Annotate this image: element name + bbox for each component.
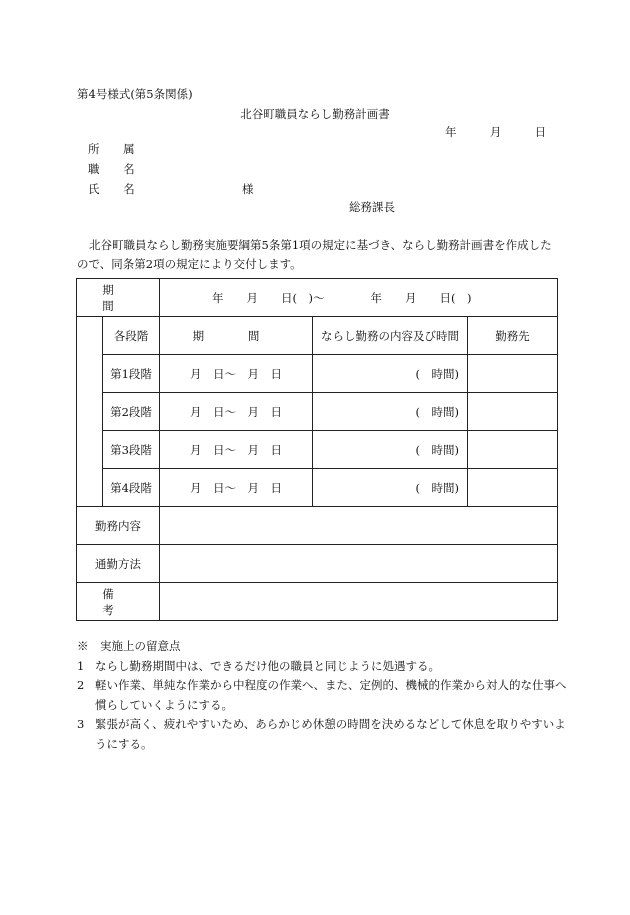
affiliation-label: 所 属 <box>88 142 145 156</box>
body-text: 北谷町職員ならし勤務実施要綱第5条第1項の規定に基づき、ならし勤務計画書を作成したので、同条第2項の規定により交付します。 <box>77 238 552 271</box>
remarks-value <box>160 583 558 621</box>
remarks-label: 備 考 <box>77 583 160 621</box>
content-header: ならし勤務の内容及び時間 <box>313 317 468 355</box>
date-line <box>445 124 546 140</box>
note-text: ならし勤務期間中は、できるだけ他の職員と同じように処遇する。 <box>95 658 440 673</box>
period-label: 期 間 <box>77 279 160 317</box>
stage-label: 第4段階 <box>103 469 160 507</box>
stage-time: ( 時間) <box>313 431 468 469</box>
stage-period-header: 期 間 <box>160 317 313 355</box>
document-title: 北谷町職員ならし勤務計画書 <box>240 107 390 121</box>
position-label: 職 名 <box>88 162 145 176</box>
plan-table <box>76 278 558 621</box>
note-text: 緊張が高く、疲れやすいため、あらかじめ休憩の時間を決めるなどして休息を取りやすいようにする。 <box>95 717 566 751</box>
stage-time: ( 時間) <box>313 393 468 431</box>
notes-heading: ※ 実施上の留意点 <box>77 639 181 653</box>
notes-section <box>77 637 567 754</box>
table-row <box>77 317 558 355</box>
list-item <box>77 657 567 677</box>
stage-period: 月 日～ 月 日 <box>160 431 313 469</box>
note-number: 3 <box>77 717 85 731</box>
list-item <box>77 676 567 715</box>
table-row <box>77 393 558 431</box>
table-row <box>77 583 558 621</box>
stage-workplace <box>468 355 558 393</box>
note-number: 2 <box>77 678 85 692</box>
stage-time: ( 時間) <box>313 469 468 507</box>
stage-period: 月 日～ 月 日 <box>160 393 313 431</box>
table-row <box>77 469 558 507</box>
period-value: 年 月 日( )～ 年 月 日( ) <box>160 279 558 317</box>
honorific-sama: 様 <box>242 182 254 196</box>
commute-value <box>160 545 558 583</box>
note-text: 軽い作業、単純な作業から中程度の作業へ、また、定例的、機械的作業から対人的な仕事へ慣らしていくようにする。 <box>95 678 567 712</box>
stage-header: 各段階 <box>103 317 160 355</box>
stage-workplace <box>468 431 558 469</box>
work-content-value <box>160 507 558 545</box>
table-row <box>77 431 558 469</box>
stage-label: 第1段階 <box>103 355 160 393</box>
note-number: 1 <box>77 658 85 673</box>
issuer: 総務課長 <box>349 200 395 214</box>
workplace-header: 勤務先 <box>468 317 558 355</box>
table-row <box>77 279 558 317</box>
stage-period: 月 日～ 月 日 <box>160 355 313 393</box>
stage-label: 第2段階 <box>103 393 160 431</box>
table-row <box>77 507 558 545</box>
stage-time: ( 時間) <box>313 355 468 393</box>
date-day-label: 日 <box>534 125 547 139</box>
table-row <box>77 545 558 583</box>
stage-workplace <box>468 469 558 507</box>
date-year-label: 年 <box>445 125 457 139</box>
work-content-label: 勤務内容 <box>77 507 160 545</box>
date-month-label: 月 <box>489 125 502 139</box>
list-item <box>77 715 567 754</box>
stage-period: 月 日～ 月 日 <box>160 469 313 507</box>
stage-label: 第3段階 <box>103 431 160 469</box>
form-number: 第4号様式(第5条関係) <box>77 87 193 101</box>
stage-workplace <box>468 393 558 431</box>
indent-cell <box>77 317 103 507</box>
table-row <box>77 355 558 393</box>
name-label: 氏 名 <box>88 182 145 196</box>
commute-label: 通勤方法 <box>77 545 160 583</box>
